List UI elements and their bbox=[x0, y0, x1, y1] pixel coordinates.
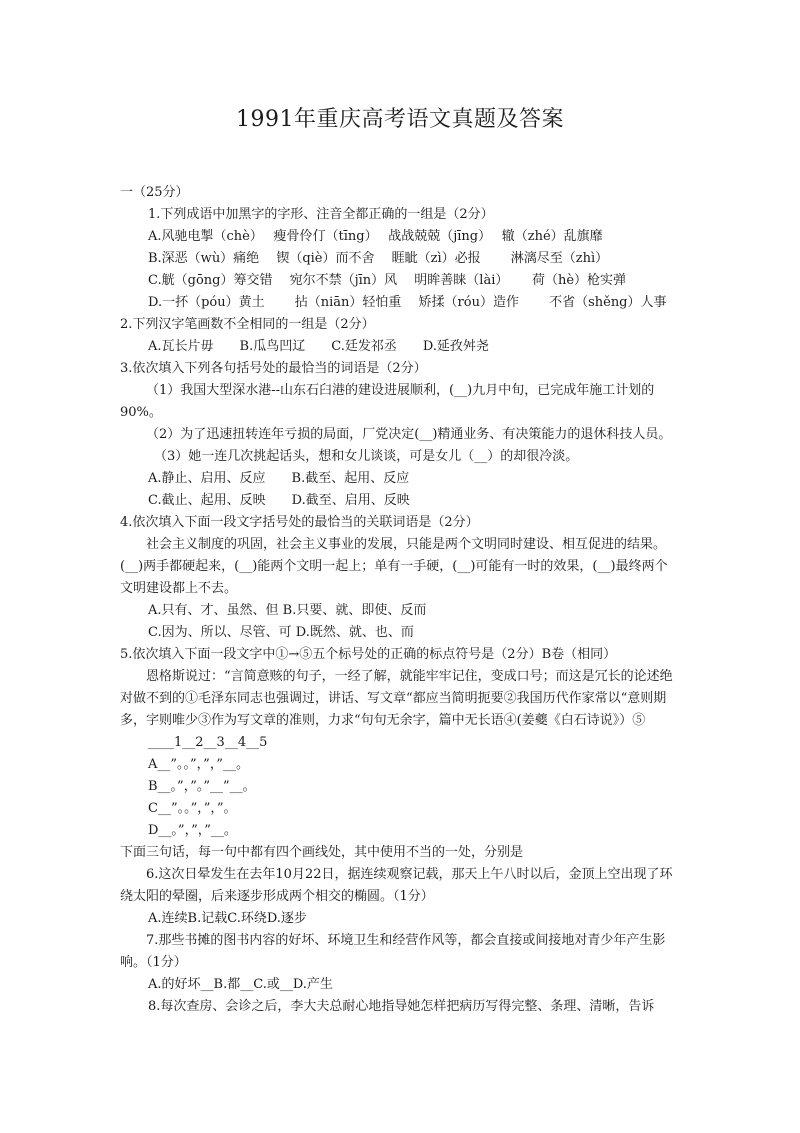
text-line: A.的好坏__B.都__C.或__D.产生 bbox=[148, 977, 333, 992]
text-line: 下面三句话，每一句中都有四个画线处，其中使用不当的一处，分别是 bbox=[120, 845, 524, 860]
text-line: 一（25分） bbox=[120, 185, 189, 200]
text-line: ____1__2__3__4__5 bbox=[148, 735, 268, 750]
text-line: 社会主义制度的巩固，社会主义事业的发展，只能是两个文明同时建设、相互促进的结果。(__)两手都硬起来，(__)能两个文明一起上；单有一手硬，(__)可能有一时的效果，(__)最终两个文明建设都上不去。 bbox=[120, 537, 668, 596]
text-line: A.风驰电掣（chè） 瘦骨伶仃（tīng） 战战兢兢（jīng） 辙（zhé）乱旗靡 bbox=[148, 229, 603, 244]
text-line: 2.下列汉字笔画数不全相同的一组是（2分） bbox=[120, 317, 375, 332]
text-line: 7.那些书摊的图书内容的好坏、环境卫生和经营作风等，都会直接或间接地对青少年产生影响。（1分） bbox=[120, 933, 666, 970]
text-line: 6.这次日晕发生在去年10月22日，据连续观察记载，那天上午八时以后，金顶上空出现了环绕太阳的晕圈，后来逐步形成两个相交的椭圆。（1分） bbox=[120, 867, 673, 904]
text-line: C__”。。”，”，”。 bbox=[148, 801, 237, 816]
document-title: 1991年重庆高考语文真题及答案 bbox=[236, 107, 564, 132]
text-line: D__。”，”，”__。 bbox=[148, 823, 237, 838]
text-line: A.只有、才、虽然、但 B.只要、就、即使、反而 bbox=[148, 603, 427, 618]
text-line: C.截止、起用、反映 D.截至、启用、反映 bbox=[148, 493, 410, 508]
text-line: D.一抔（póu）黄土 拈（niān）轻怕重 矫揉（róu）造作 不省（shěng）人事 bbox=[148, 295, 667, 310]
text-line: （3）她一连几次挑起话头，想和女儿谈谈，可是女儿（__）的却很冷淡。 bbox=[154, 449, 579, 464]
text-line: （1）我国大型深水港--山东石臼港的建设进展顺利，(__)九月中旬，已完成年施工计划的90%。 bbox=[120, 383, 655, 420]
text-line: C.因为、所以、尽管、可 D.既然、就、也、而 bbox=[148, 625, 414, 640]
text-line: 4.依次填入下面一段文字括号处的最恰当的关联词语是（2分） bbox=[120, 515, 479, 530]
text-line: 5.依次填入下面一段文字中①→⑤五个标号处的正确的标点符号是（2分）B卷（相同） bbox=[120, 647, 617, 662]
document-body bbox=[120, 182, 680, 1018]
text-line: 1.下列成语中加黑字的字形、注音全都正确的一组是（2分） bbox=[148, 207, 494, 222]
text-line: A.静止、启用、反应 B.截至、起用、反应 bbox=[148, 471, 410, 486]
text-line: 3.依次填入下列各句括号处的最恰当的词语是（2分） bbox=[120, 361, 427, 376]
text-line: A.连续B.记载C.环绕D.逐步 bbox=[148, 911, 307, 926]
text-line: B__。”，”。”__”__。 bbox=[148, 779, 256, 794]
text-line: 8.每次查房、会诊之后，李大夫总耐心地指导她怎样把病历写得完整、条理、清晰，告诉 bbox=[148, 999, 655, 1014]
text-line: A.瓦长片毋 B.瓜鸟凹辽 C.廷发祁丞 D.延孜舛尧 bbox=[148, 339, 489, 354]
text-line: B.深恶（wù）痛绝 锲（qiè）而不舍 睚眦（zì）必报 淋漓尽至（zhì） bbox=[148, 251, 609, 266]
text-line: （2）为了迅速扭转连年亏损的局面，厂党决定(__)精通业务、有决策能力的退休科技人员。 bbox=[146, 427, 672, 442]
text-line: 恩格斯说过：“言简意赅的句子，一经了解，就能牢牢记住，变成口号；而这是冗长的论述绝对做不到的①毛泽东同志也强调过，讲话、写文章“都应当简明扼要②我国历代作家常以“意则期多，字则唯少③作为写文章的准则，力求“句句无余字，篇中无长语④(姜夔《白石诗说》）⑤ bbox=[120, 669, 673, 728]
text-line: A__”。。”，”，”__。 bbox=[148, 757, 249, 772]
text-line: C.觥（gōng）筹交错 宛尔不禁（jīn）风 明眸善睐（lài） 荷（hè）枪实弹 bbox=[148, 273, 627, 288]
